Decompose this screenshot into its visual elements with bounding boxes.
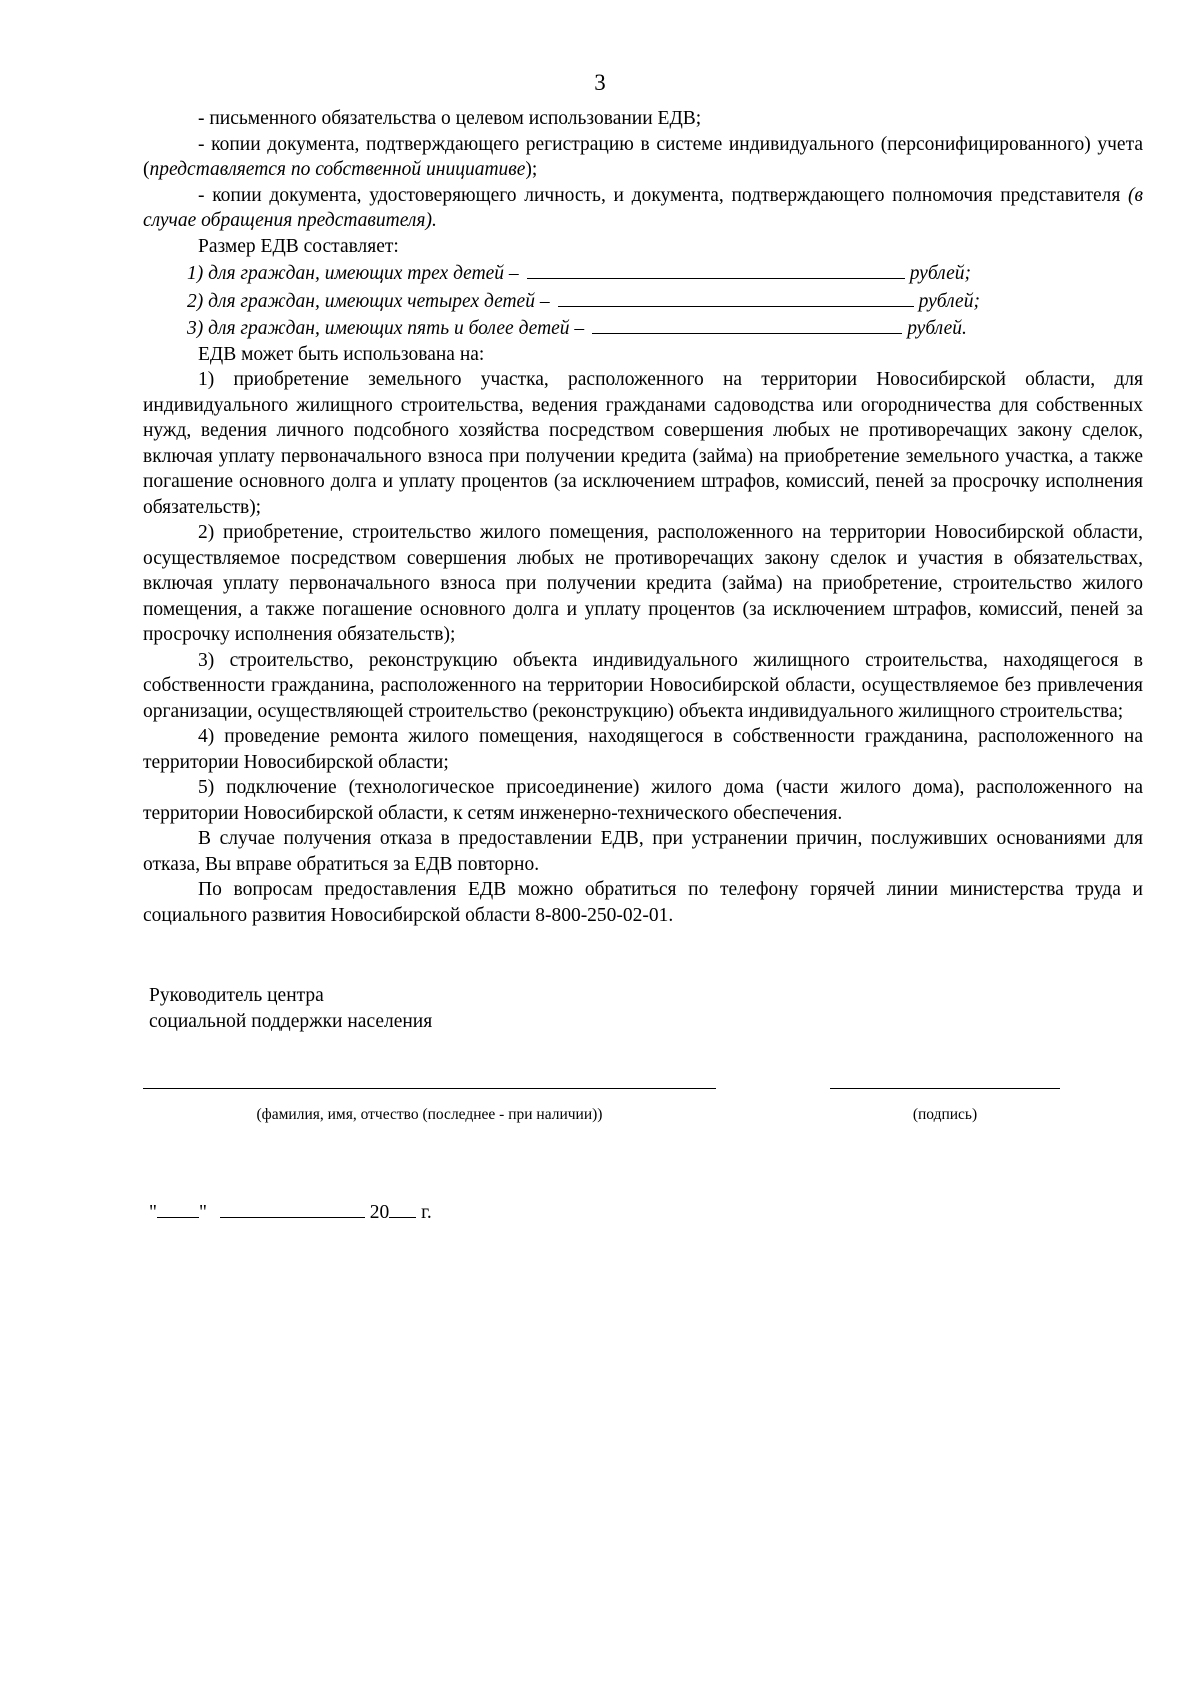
date-year-suffix: г. bbox=[421, 1202, 432, 1223]
amount-row-unit: рублей. bbox=[907, 318, 967, 339]
amount-heading: Размер ЕДВ составляет: bbox=[198, 235, 399, 257]
usage-item: 3) строительство, реконструкцию объекта индивидуального жилищного строительства, находящегося в собственности гражданина, расположенного на территории Новосибирской области, осуществляемое без привлечения организации, осуществляющей строительство (реконструкцию) объекта индивидуального жилищного строительства; bbox=[143, 649, 1143, 722]
usage-item: 5) подключение (технологическое присоединение) жилого дома (части жилого дома), расположенного на территории Новосибирской области, к сетям инженерно-технического обеспечения. bbox=[143, 777, 1143, 824]
bullet-copy-identity-text: - копии документа, удостоверяющего личность, и документа, подтверждающего полномочия представителя bbox=[198, 184, 1129, 206]
usage-item: 4) проведение ремонта жилого помещения, находящегося в собственности гражданина, расположенного на территории Новосибирской области; bbox=[143, 726, 1143, 773]
name-signature-line[interactable] bbox=[143, 1088, 716, 1089]
amount-row-label: 3) для граждан, имеющих пять и более детей – bbox=[187, 318, 585, 339]
amount-blank-field[interactable] bbox=[527, 259, 905, 279]
date-quote-open: " bbox=[149, 1202, 157, 1223]
amount-row-label: 2) для граждан, имеющих четырех детей – bbox=[187, 290, 550, 312]
usage-item: 2) приобретение, строительство жилого помещения, расположенного на территории Новосибирской области, осуществляемое посредством совершения любых не противоречащих закону сделок и участия в обязательствах, включая уплату первоначального взноса при получении кредита (займа) на приобретение, строительство жилого помещения, а также погашение основного долга и уплату процентов (за исключением штрафов, комиссий, пеней за просрочку исполнения обязательств); bbox=[143, 522, 1143, 645]
day-blank-field[interactable] bbox=[157, 1199, 199, 1218]
amount-blank-field[interactable] bbox=[558, 287, 914, 307]
refusal-note: В случае получения отказа в предоставлении ЕДВ, при устранении причин, послуживших основаниями для отказа, Вы вправе обратиться за ЕДВ повторно. bbox=[143, 828, 1143, 875]
amount-row bbox=[187, 287, 1143, 315]
month-blank-field[interactable] bbox=[220, 1199, 365, 1218]
page-number: 3 bbox=[594, 70, 606, 95]
bullet-copy-registration-italic: представляется по собственной инициативе bbox=[149, 159, 526, 180]
date-year-prefix: 20 bbox=[369, 1202, 390, 1223]
hotline-note: По вопросам предоставления ЕДВ можно обратиться по телефону горячей линии министерства труда и социального развития Новосибирской области 8-800-250-02-01. bbox=[143, 879, 1143, 926]
date-quote-close: " bbox=[198, 1202, 207, 1223]
amount-row bbox=[187, 259, 1143, 287]
bullet-copy-registration-text: - копии документа, подтверждающего регистрацию в системе индивидуального (персонифицированного) учета ( bbox=[143, 133, 1143, 180]
position-line-2: социальной поддержки населения bbox=[149, 1011, 433, 1032]
bullet-copy-registration bbox=[143, 132, 1143, 183]
amount-row bbox=[187, 314, 1143, 342]
bullet-obligation: - письменного обязательства о целевом использовании ЕДВ; bbox=[198, 108, 702, 129]
signature-position bbox=[149, 983, 432, 1035]
bullet-copy-registration-end: ); bbox=[525, 159, 538, 180]
position-line-1: Руководитель центра bbox=[149, 985, 324, 1006]
amount-blank-field[interactable] bbox=[592, 314, 902, 334]
amount-row-unit: рублей; bbox=[909, 263, 972, 284]
name-caption: (фамилия, имя, отчество (последнее - при наличии)) bbox=[256, 1106, 603, 1123]
amount-row-unit: рублей; bbox=[918, 290, 980, 312]
usage-heading: ЕДВ может быть использована на: bbox=[198, 343, 485, 365]
year-blank-field[interactable] bbox=[389, 1199, 416, 1218]
amount-row-label: 1) для граждан, имеющих трех детей – bbox=[187, 263, 519, 284]
usage-item: 1) приобретение земельного участка, расположенного на территории Новосибирской области, для индивидуального жилищного строительства, ведения гражданами садоводства или огородничества для собственных нужд, ведения личного подсобного хозяйства посредством совершения любых не противоречащих закону сделок, включая уплату первоначального взноса при получении кредита (займа) на приобретение земельного участка, а также погашение основного долга и уплату процентов (за исключением штрафов, комиссий, пеней за просрочку исполнения обязательств); bbox=[143, 369, 1143, 518]
date-line bbox=[149, 1199, 432, 1225]
bullet-copy-identity bbox=[143, 183, 1143, 234]
sign-line[interactable] bbox=[830, 1088, 1060, 1089]
bullet-copy-identity-italic: (в случае обращения представителя). bbox=[143, 184, 1143, 231]
document-body bbox=[143, 106, 1143, 928]
sign-caption: (подпись) bbox=[912, 1106, 978, 1123]
